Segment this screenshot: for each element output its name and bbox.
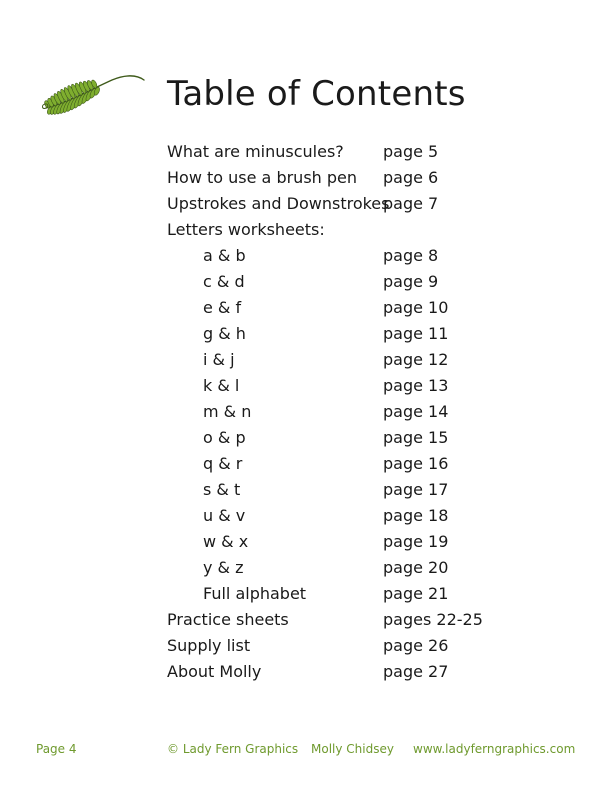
toc-entry-label: About Molly <box>167 662 262 681</box>
toc-entry <box>167 659 507 685</box>
toc-entry <box>167 529 507 555</box>
toc-entry-label: i & j <box>203 350 235 369</box>
footer-copyright: © Lady Fern Graphics <box>167 742 299 756</box>
toc-entry-page: page 6 <box>383 168 439 187</box>
toc-entry-page: page 10 <box>383 298 449 317</box>
toc-entry <box>167 295 507 321</box>
footer-website-link[interactable]: www.ladyferngraphics.com <box>413 742 576 756</box>
toc-entry-page: page 17 <box>383 480 449 499</box>
toc-entry-page: page 14 <box>383 402 449 421</box>
footer-page-number: Page 4 <box>36 742 77 756</box>
toc-entry <box>167 399 507 425</box>
toc-entry <box>167 607 507 633</box>
toc-entry-page: page 18 <box>383 506 449 525</box>
toc-entry-page: page 20 <box>383 558 449 577</box>
toc-entry <box>167 503 507 529</box>
toc-entry-label: u & v <box>203 506 246 525</box>
toc-entry <box>167 581 507 607</box>
toc-entry-page: page 11 <box>383 324 449 343</box>
toc-entry-page: page 7 <box>383 194 439 213</box>
toc-entry <box>167 425 507 451</box>
toc-entry-page: page 27 <box>383 662 449 681</box>
toc-entry-label: w & x <box>203 532 249 551</box>
toc-entry-label: Letters worksheets: <box>167 220 325 239</box>
toc-entry <box>167 347 507 373</box>
toc-entry-page: page 13 <box>383 376 449 395</box>
toc-entry-label: k & l <box>203 376 240 395</box>
toc-entry-page: pages 22-25 <box>383 610 483 629</box>
toc-entry <box>167 165 507 191</box>
toc-entry-page: page 19 <box>383 532 449 551</box>
toc-entry-label: q & r <box>203 454 243 473</box>
toc-entry <box>167 269 507 295</box>
toc-entry <box>167 477 507 503</box>
page-title: Table of Contents <box>167 74 466 114</box>
toc-entry-label: Upstrokes and Downstrokes <box>167 194 390 213</box>
toc-entry-label: e & f <box>203 298 242 317</box>
toc-entry-label: g & h <box>203 324 246 343</box>
toc-entry-page: page 26 <box>383 636 449 655</box>
toc-entry-label: What are minuscules? <box>167 142 344 161</box>
toc-entry <box>167 191 507 217</box>
table-of-contents <box>167 139 507 685</box>
toc-entry-label: Practice sheets <box>167 610 289 629</box>
toc-entry-page: page 16 <box>383 454 449 473</box>
toc-entry-page: page 21 <box>383 584 449 603</box>
toc-entry <box>167 373 507 399</box>
toc-entry-page: page 5 <box>383 142 439 161</box>
toc-entry <box>167 139 507 165</box>
footer-author: Molly Chidsey <box>311 742 394 756</box>
toc-entry-label: s & t <box>203 480 241 499</box>
toc-entry-page: page 15 <box>383 428 449 447</box>
toc-entry-page: page 9 <box>383 272 439 291</box>
toc-entry <box>167 555 507 581</box>
toc-entry-label: y & z <box>203 558 244 577</box>
toc-entry <box>167 243 507 269</box>
toc-entry-label: c & d <box>203 272 245 291</box>
fern-frond-icon <box>38 68 148 120</box>
toc-entry-label: m & n <box>203 402 252 421</box>
toc-entry <box>167 321 507 347</box>
toc-entry <box>167 217 507 243</box>
toc-entry-label: a & b <box>203 246 246 265</box>
toc-entry-label: Full alphabet <box>203 584 307 603</box>
toc-entry-page: page 8 <box>383 246 439 265</box>
toc-entry-label: How to use a brush pen <box>167 168 358 187</box>
toc-entry-label: o & p <box>203 428 246 447</box>
toc-entry-label: Supply list <box>167 636 251 655</box>
toc-entry-page: page 12 <box>383 350 449 369</box>
toc-entry <box>167 451 507 477</box>
toc-entry <box>167 633 507 659</box>
page-footer <box>0 742 612 760</box>
